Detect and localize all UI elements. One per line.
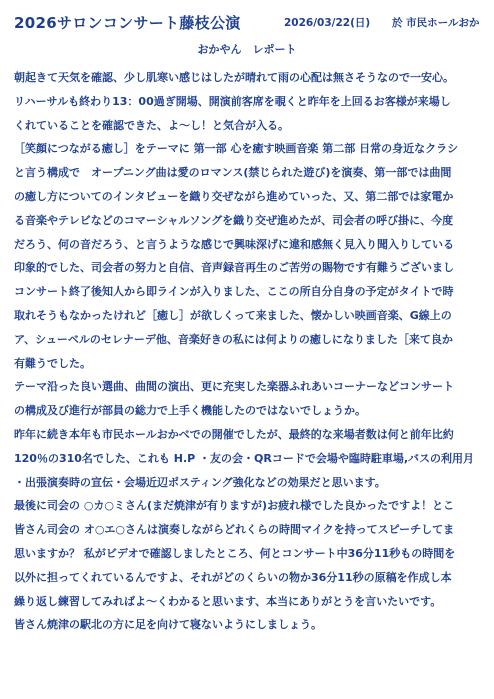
body-line: 昨年に続き本年も市民ホールおかべでの開催でしたが、最終的な来場者数は何と前年比約 bbox=[14, 427, 454, 441]
report-title: 2026サロンコンサート藤枝公演 bbox=[14, 14, 241, 32]
body-line: ［笑顔につながる癒し］をテーマに 第一部 心を癒す映画音楽 第二部 日常の身近なクラシ bbox=[14, 142, 459, 156]
body-line: と言う構成で オープニング曲は愛のロマンス(禁じられた遊び)を演奏、第一部では曲間 bbox=[14, 166, 452, 180]
body-line: 120％の310名でした、これも H.P ・友の会・QRコードで会場や臨時駐車場,バスの利用月 bbox=[14, 451, 475, 465]
body-line: 取れそうもなかったけれど［癒し］が欲しくって来ました、懐かしい映画音楽、G線上の bbox=[14, 308, 452, 322]
body-line: コンサート終了後知人から即ラインが入りました、ここの所自分自身の予定がタイトで時 bbox=[14, 285, 454, 299]
body-line: 皆さん司会の オ○エ○さんは演奏しながらどれくらの時間マイクを持ってスピーチしてま bbox=[14, 523, 455, 537]
body-line: 印象的でした、司会者の努力と自信、音声録音再生のご苦労の賜物です有難うございまし bbox=[14, 261, 454, 275]
body-line: ア、シューベルのセレナーデ他、音楽好きの私には何よりの癒しになりました［来て良か bbox=[14, 332, 453, 346]
event-date: 2026/03/22(日) bbox=[284, 17, 371, 29]
body-line: テーマ沿った良い選曲、曲間の演出、更に充実した楽器ふれあいコーナーなどコンサート bbox=[14, 380, 454, 394]
body-line: の構成及び進行が部員の総力で上手く機能したのではないでしょうか。 bbox=[14, 404, 366, 418]
body-line: 思いますか？ 私がビデオで確認しましたところ、何とコンサート中36分11秒もの時間を bbox=[14, 546, 456, 560]
body-line: 皆さん焼津の駅北の方に足を向けて寝ないようにしましょう。 bbox=[14, 618, 322, 632]
report-header bbox=[14, 12, 494, 34]
body-line: る音楽やテレビなどのコマーシャルソングを織り交ぜ進めたが、司会者の呼び掛に、今度 bbox=[14, 213, 454, 227]
report-body bbox=[14, 66, 494, 637]
body-line: 有難うでした。 bbox=[14, 356, 91, 370]
body-line: リハーサルも終わり13：00過ぎ開場、開演前客席を覗くと昨年を上回るお客様が来場し bbox=[14, 94, 451, 108]
body-line: 繰り返し練習してみればよ～くわかると思います、本当にありがとうを言いたいです。 bbox=[14, 594, 442, 608]
body-line: くれていることを確認できた、よ～し！と気合が入る。 bbox=[14, 118, 289, 132]
body-line: の癒し方についてのインタビューを織り交ぜながら進めていった、又、第二部では家電か bbox=[14, 189, 454, 203]
body-line: ・出張演奏時の宣伝・会場近辺ポスティング強化などの効果だと思います。 bbox=[14, 475, 386, 489]
body-line: 以外に担ってくれているんですよ、それがどのくらいの物か36分11秒の原稿を作成し本 bbox=[14, 570, 452, 584]
body-line: だろう、何の音だろう、と言うような感じで興味深げに違和感無く見入り聞入りしている bbox=[14, 237, 454, 251]
body-line: 最後に司会の ○カ○ミさん(まだ焼津が有りますが)お疲れ様でした良かったですよ！とこ bbox=[14, 499, 455, 513]
report-subtitle: おかやん レポート bbox=[197, 43, 297, 56]
event-venue: 於 市民ホールおか bbox=[392, 17, 480, 29]
body-line: 朝起きて天気を確認、少し肌寒い感じはしたが晴れて雨の心配は無さそうなので一安心。 bbox=[14, 71, 454, 84]
